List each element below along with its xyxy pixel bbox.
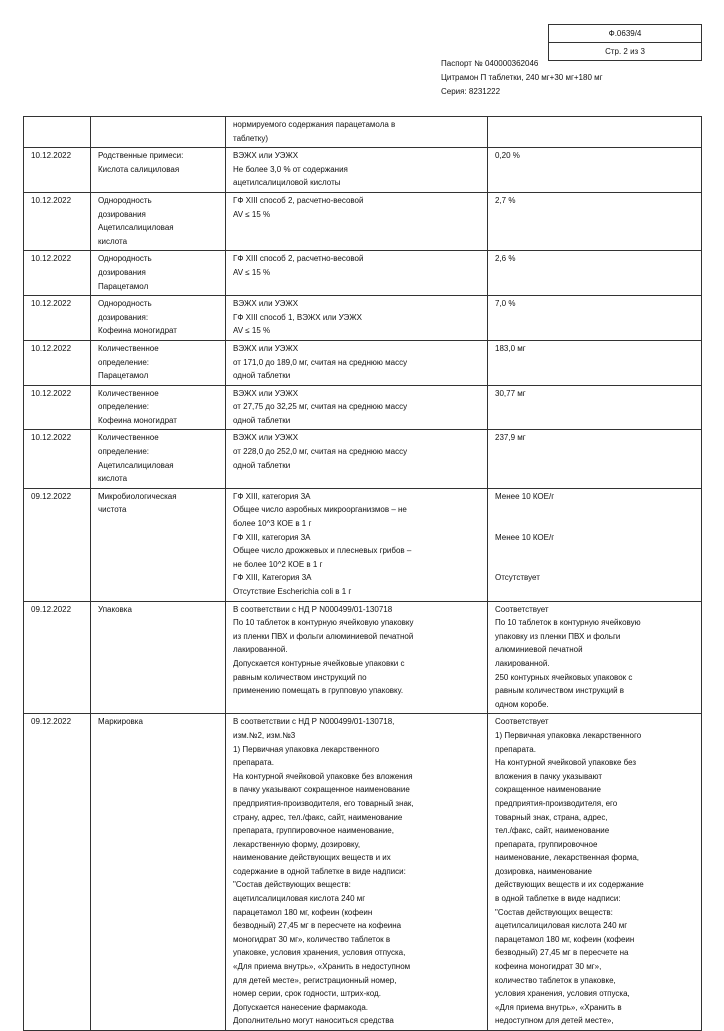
indicator-line: дозирования <box>98 209 146 219</box>
norm-line: наименование действующих веществ и их <box>233 853 391 863</box>
indicator-line: определение: <box>98 402 150 412</box>
norm-line: Допускается контурные ячейковые упаковки с <box>233 658 405 668</box>
norm-line: лекарственную форму, дозировку, <box>233 839 361 849</box>
indicator-line: определение: <box>98 357 150 367</box>
norm-line: ВЭЖХ или УЭЖХ <box>233 299 299 309</box>
date-cell <box>24 488 91 601</box>
result-cell <box>488 148 702 193</box>
result-line: безводный) 27,45 мг в пересчете на <box>495 948 629 958</box>
test-results-table <box>23 116 702 1031</box>
result-line <box>495 558 695 572</box>
norm-line: предприятия-производителя, его товарный знак, <box>233 798 414 808</box>
result-line: кофеина моногидрат 30 мг», <box>495 962 602 972</box>
indicator-line: чистота <box>98 505 127 515</box>
table-row <box>24 601 702 714</box>
result-line: одном коробе. <box>495 699 549 709</box>
table-row <box>24 488 702 601</box>
norm-cell <box>226 430 488 488</box>
result-line: Менее 10 КОЕ/г <box>495 491 555 501</box>
norm-cell <box>226 340 488 385</box>
date-text: 09.12.2022 <box>31 491 72 501</box>
norm-line: В соответствии с НД Р N000499/01-130718 <box>233 604 393 614</box>
norm-line: ВЭЖХ или УЭЖХ <box>233 151 299 161</box>
date-text: 10.12.2022 <box>31 195 72 205</box>
indicator-line: Кофеина моногидрат <box>98 326 177 336</box>
result-line: дозировка, наименование <box>495 866 592 876</box>
result-line: Менее 10 КОЕ/г <box>495 532 555 542</box>
table-row <box>24 714 702 1031</box>
result-cell <box>488 714 702 1031</box>
norm-line: ацетилсалициловая кислота 240 мг <box>233 894 366 904</box>
norm-line: в пачку указывают сокращенное наименование <box>233 785 410 795</box>
indicator-cell <box>91 117 226 148</box>
norm-line: упаковке, условия хранения, условия отпуска, <box>233 948 406 958</box>
indicator-line: дозирования: <box>98 312 149 322</box>
result-line: алюминиевой печатной <box>495 645 583 655</box>
norm-line: ВЭЖХ или УЭЖХ <box>233 343 299 353</box>
norm-line: AV ≤ 15 % <box>233 267 271 277</box>
date-text: 10.12.2022 <box>31 299 72 309</box>
norm-line: моногидрат 30 мг», количество таблеток в <box>233 934 391 944</box>
result-line: парацетамол 180 мг, кофеин (кофеин <box>495 934 635 944</box>
date-text: 10.12.2022 <box>31 254 72 264</box>
norm-cell <box>226 601 488 714</box>
date-text: 10.12.2022 <box>31 433 72 443</box>
indicator-line: Парацетамол <box>98 371 149 381</box>
indicator-line: Однородность <box>98 299 152 309</box>
norm-line: препарата. <box>233 758 274 768</box>
table-row <box>24 385 702 430</box>
norm-line: По 10 таблеток в контурную ячейковую упаковку <box>233 618 414 628</box>
indicator-line: Количественное <box>98 343 159 353</box>
form-code-box <box>548 24 702 61</box>
indicator-line: дозирования <box>98 267 146 277</box>
norm-line: равным количеством инструкций по <box>233 672 367 682</box>
result-line: 1) Первичная упаковка лекарственного <box>495 730 642 740</box>
result-line: лакированной. <box>495 658 550 668</box>
result-cell <box>488 340 702 385</box>
result-cell <box>488 601 702 714</box>
norm-cell <box>226 148 488 193</box>
norm-line: AV ≤ 15 % <box>233 326 271 336</box>
norm-line: AV ≤ 15 % <box>233 209 271 219</box>
result-line: недоступном для детей месте», <box>495 1016 614 1026</box>
date-cell <box>24 117 91 148</box>
indicator-line: кислота <box>98 474 128 484</box>
norm-line: более 10^3 КОЕ в 1 г <box>233 519 312 529</box>
result-line: По 10 таблеток в контурную ячейковую <box>495 618 641 628</box>
result-line: количество таблеток в упаковке, <box>495 975 616 985</box>
table-row <box>24 296 702 341</box>
indicator-cell <box>91 340 226 385</box>
result-line: препарата. <box>495 744 536 754</box>
indicator-cell <box>91 430 226 488</box>
indicator-cell <box>91 385 226 430</box>
date-cell <box>24 192 91 250</box>
result-line: 183,0 мг <box>495 343 526 353</box>
table-row <box>24 148 702 193</box>
indicator-line: Количественное <box>98 433 159 443</box>
table-row <box>24 117 702 148</box>
result-cell <box>488 488 702 601</box>
page-number: Стр. 2 из 3 <box>549 42 701 60</box>
date-cell <box>24 601 91 714</box>
norm-line: В соответствии с НД Р N000499/01-130718, <box>233 717 395 727</box>
norm-line: ГФ XIII, Категория 3А <box>233 573 312 583</box>
norm-cell <box>226 192 488 250</box>
date-text: 10.12.2022 <box>31 151 72 161</box>
norm-line: "Состав действующих веществ: <box>233 880 351 890</box>
passport-info <box>441 57 603 99</box>
result-cell <box>488 296 702 341</box>
indicator-line: Однородность <box>98 254 152 264</box>
indicator-line: Упаковка <box>98 604 132 614</box>
norm-line: ГФ XIII способ 2, расчетно-весовой <box>233 195 364 205</box>
norm-line: от 228,0 до 252,0 мг, считая на среднюю массу <box>233 447 408 457</box>
result-line: предприятия-производителя, его <box>495 798 618 808</box>
norm-line: Общее число дрожжевых и плесневых грибов – <box>233 546 412 556</box>
norm-line: ВЭЖХ или УЭЖХ <box>233 433 299 443</box>
date-text: 09.12.2022 <box>31 604 72 614</box>
form-code: Ф.0639/4 <box>608 29 642 38</box>
result-line: равным количеством инструкций в <box>495 686 625 696</box>
norm-line: ГФ XIII способ 2, расчетно-весовой <box>233 254 364 264</box>
indicator-line: Маркировка <box>98 717 143 727</box>
result-line: 0,20 % <box>495 151 520 161</box>
result-line: условия хранения, условия отпуска, <box>495 989 630 999</box>
result-line: ацетилсалициловая кислота 240 мг <box>495 921 628 931</box>
norm-line: безводный) 27,45 мг в пересчете на кофеина <box>233 921 402 931</box>
norm-line: из пленки ПВХ и фольги алюминиевой печатной <box>233 631 414 641</box>
norm-line: изм.№2, изм.№3 <box>233 730 296 740</box>
norm-line: для детей месте», регистрационный номер, <box>233 975 397 985</box>
norm-cell <box>226 385 488 430</box>
indicator-line: Однородность <box>98 195 152 205</box>
result-line <box>495 517 695 531</box>
indicator-line: Кислота салициловая <box>98 164 180 174</box>
indicator-line: Родственные примеси: <box>98 151 184 161</box>
indicator-line: кислота <box>98 236 128 246</box>
result-cell <box>488 117 702 148</box>
norm-line: парацетамол 180 мг, кофеин (кофеин <box>233 907 373 917</box>
date-text <box>31 118 84 132</box>
norm-cell <box>226 714 488 1031</box>
norm-line: содержание в одной таблетке в виде надписи: <box>233 866 406 876</box>
norm-line: применению помещать в групповую упаковку. <box>233 686 404 696</box>
norm-line: от 27,75 до 32,25 мг, считая на среднюю массу <box>233 402 408 412</box>
result-line: в одной таблетке в виде надписи: <box>495 894 621 904</box>
result-cell <box>488 251 702 296</box>
indicator-line: Количественное <box>98 388 159 398</box>
date-cell <box>24 430 91 488</box>
date-cell <box>24 385 91 430</box>
result-line: Отсутствует <box>495 573 540 583</box>
indicator-cell <box>91 192 226 250</box>
norm-cell <box>226 117 488 148</box>
series-number: Серия: 8231222 <box>441 87 501 96</box>
result-line: 7,0 % <box>495 299 516 309</box>
norm-line: нормируемого содержания парацетамола в <box>233 120 396 129</box>
norm-line: одной таблетки <box>233 415 291 425</box>
table-row <box>24 340 702 385</box>
result-line <box>495 503 695 517</box>
table-row <box>24 251 702 296</box>
norm-cell <box>226 488 488 601</box>
result-line: упаковку из пленки ПВХ и фольги <box>495 631 621 641</box>
indicator-cell <box>91 148 226 193</box>
result-line: Соответствует <box>495 717 549 727</box>
product-name: Цитрамон П таблетки, 240 мг+30 мг+180 мг <box>441 73 603 82</box>
norm-line: препарата, группировочное наименование, <box>233 826 394 836</box>
result-line: 2,6 % <box>495 254 516 264</box>
table-row <box>24 192 702 250</box>
indicator-line: Ацетилсалициловая <box>98 223 174 233</box>
table-row <box>24 430 702 488</box>
norm-line: Не более 3,0 % от содержания <box>233 164 348 174</box>
indicator-line: Кофеина моногидрат <box>98 415 177 425</box>
norm-line: На контурной ячейковой упаковке без вложения <box>233 771 413 781</box>
norm-line: ацетилсалициловой кислоты <box>233 178 341 188</box>
date-cell <box>24 148 91 193</box>
date-cell <box>24 251 91 296</box>
norm-line: ВЭЖХ или УЭЖХ <box>233 388 299 398</box>
result-line: тел./факс, сайт, наименование <box>495 826 610 836</box>
indicator-cell <box>91 714 226 1031</box>
norm-line: одной таблетки <box>233 460 291 470</box>
norm-line: Общее число аэробных микроорганизмов – не <box>233 505 407 515</box>
indicator-cell <box>91 601 226 714</box>
norm-line: таблетку) <box>233 133 269 143</box>
norm-line: ГФ XIII способ 1, ВЭЖХ или УЭЖХ <box>233 312 362 322</box>
norm-line: лакированной. <box>233 645 288 655</box>
result-line: «Для приема внутрь», «Хранить в <box>495 1002 622 1012</box>
norm-line: ГФ XIII, категория 3А <box>233 491 311 501</box>
norm-line: не более 10^2 КОЕ в 1 г <box>233 559 323 569</box>
result-line: 237,9 мг <box>495 433 526 443</box>
norm-line: Дополнительно могут наноситься средства <box>233 1016 394 1026</box>
result-cell <box>488 192 702 250</box>
date-cell <box>24 296 91 341</box>
result-line: наименование, лекарственная форма, <box>495 853 639 863</box>
norm-line: Отсутствие Escherichia coli в 1 г <box>233 587 352 596</box>
result-line: вложения в пачку указывают <box>495 771 603 781</box>
norm-line: страну, адрес, тел./факс, сайт, наименование <box>233 812 403 822</box>
result-line <box>495 544 695 558</box>
date-text: 10.12.2022 <box>31 388 72 398</box>
test-results-body <box>24 117 702 1031</box>
norm-line: номер серии, срок годности, штрих-код. <box>233 989 381 999</box>
norm-line: от 171,0 до 189,0 мг, считая на среднюю массу <box>233 357 408 367</box>
norm-line: «Для приема внутрь», «Хранить в недоступном <box>233 962 411 972</box>
norm-cell <box>226 251 488 296</box>
result-line: препарата, группировочное <box>495 839 598 849</box>
indicator-line: Ацетилсалициловая <box>98 460 174 470</box>
date-cell <box>24 714 91 1031</box>
indicator-line: Микробиологическая <box>98 491 177 501</box>
result-line: "Состав действующих веществ: <box>495 907 613 917</box>
indicator-line: определение: <box>98 447 150 457</box>
norm-line: ГФ XIII, категория 3А <box>233 532 311 542</box>
result-line: товарный знак, страна, адрес, <box>495 812 608 822</box>
result-line: На контурной ячейковой упаковке без <box>495 758 637 768</box>
result-cell <box>488 385 702 430</box>
result-cell <box>488 430 702 488</box>
result-line: сокращенное наименование <box>495 785 601 795</box>
result-line: Соответствует <box>495 604 549 614</box>
indicator-cell <box>91 296 226 341</box>
indicator-cell <box>91 488 226 601</box>
date-text: 10.12.2022 <box>31 343 72 353</box>
result-line: 2,7 % <box>495 195 516 205</box>
norm-cell <box>226 296 488 341</box>
norm-line: одной таблетки <box>233 371 291 381</box>
result-line: 30,77 мг <box>495 388 526 398</box>
norm-line: 1) Первичная упаковка лекарственного <box>233 744 380 754</box>
result-line: действующих веществ и их содержание <box>495 880 644 890</box>
date-cell <box>24 340 91 385</box>
passport-number: Паспорт № 040000362046 <box>441 59 539 68</box>
indicator-line: Парацетамол <box>98 281 149 291</box>
indicator-cell <box>91 251 226 296</box>
date-text: 09.12.2022 <box>31 717 72 727</box>
norm-line: Допускается нанесение фармакода. <box>233 1002 369 1012</box>
result-line: 250 контурных ячейковых упаковок с <box>495 672 633 682</box>
